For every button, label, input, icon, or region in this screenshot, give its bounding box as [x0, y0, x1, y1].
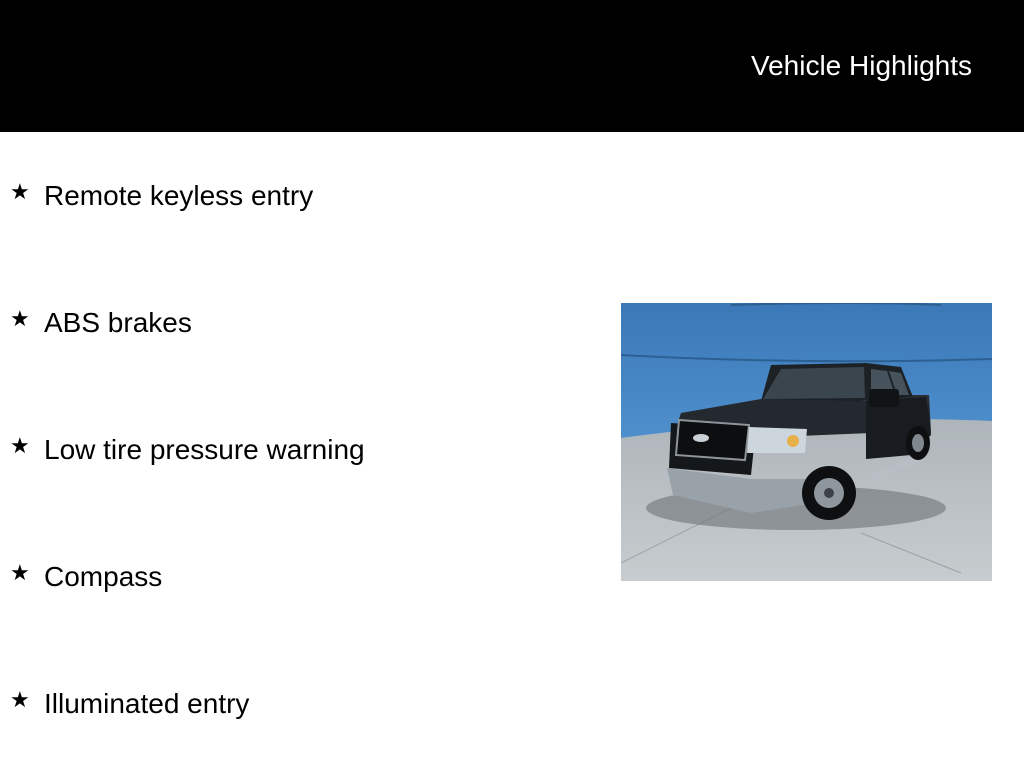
highlight-label: Compass: [44, 561, 163, 592]
star-icon: ★: [10, 433, 30, 458]
highlight-label: Illuminated entry: [44, 688, 250, 719]
list-item: [10, 303, 192, 343]
highlight-label: ABS brakes: [44, 307, 192, 338]
list-item: [10, 684, 249, 724]
highlights-list: [0, 132, 600, 768]
highlight-label: Low tire pressure warning: [44, 434, 365, 465]
page-title: Vehicle Highlights: [750, 50, 972, 81]
header-bar: [0, 0, 1024, 132]
star-icon: ★: [10, 560, 30, 585]
star-icon: ★: [10, 306, 30, 331]
star-icon: ★: [10, 687, 30, 712]
list-item: [10, 176, 313, 216]
star-icon: ★: [10, 179, 30, 204]
highlight-label: Remote keyless entry: [44, 180, 314, 211]
list-item: [10, 557, 162, 597]
list-item: [10, 430, 365, 470]
pickup-truck-photo: [621, 303, 992, 581]
vehicle-photo: [621, 303, 992, 581]
